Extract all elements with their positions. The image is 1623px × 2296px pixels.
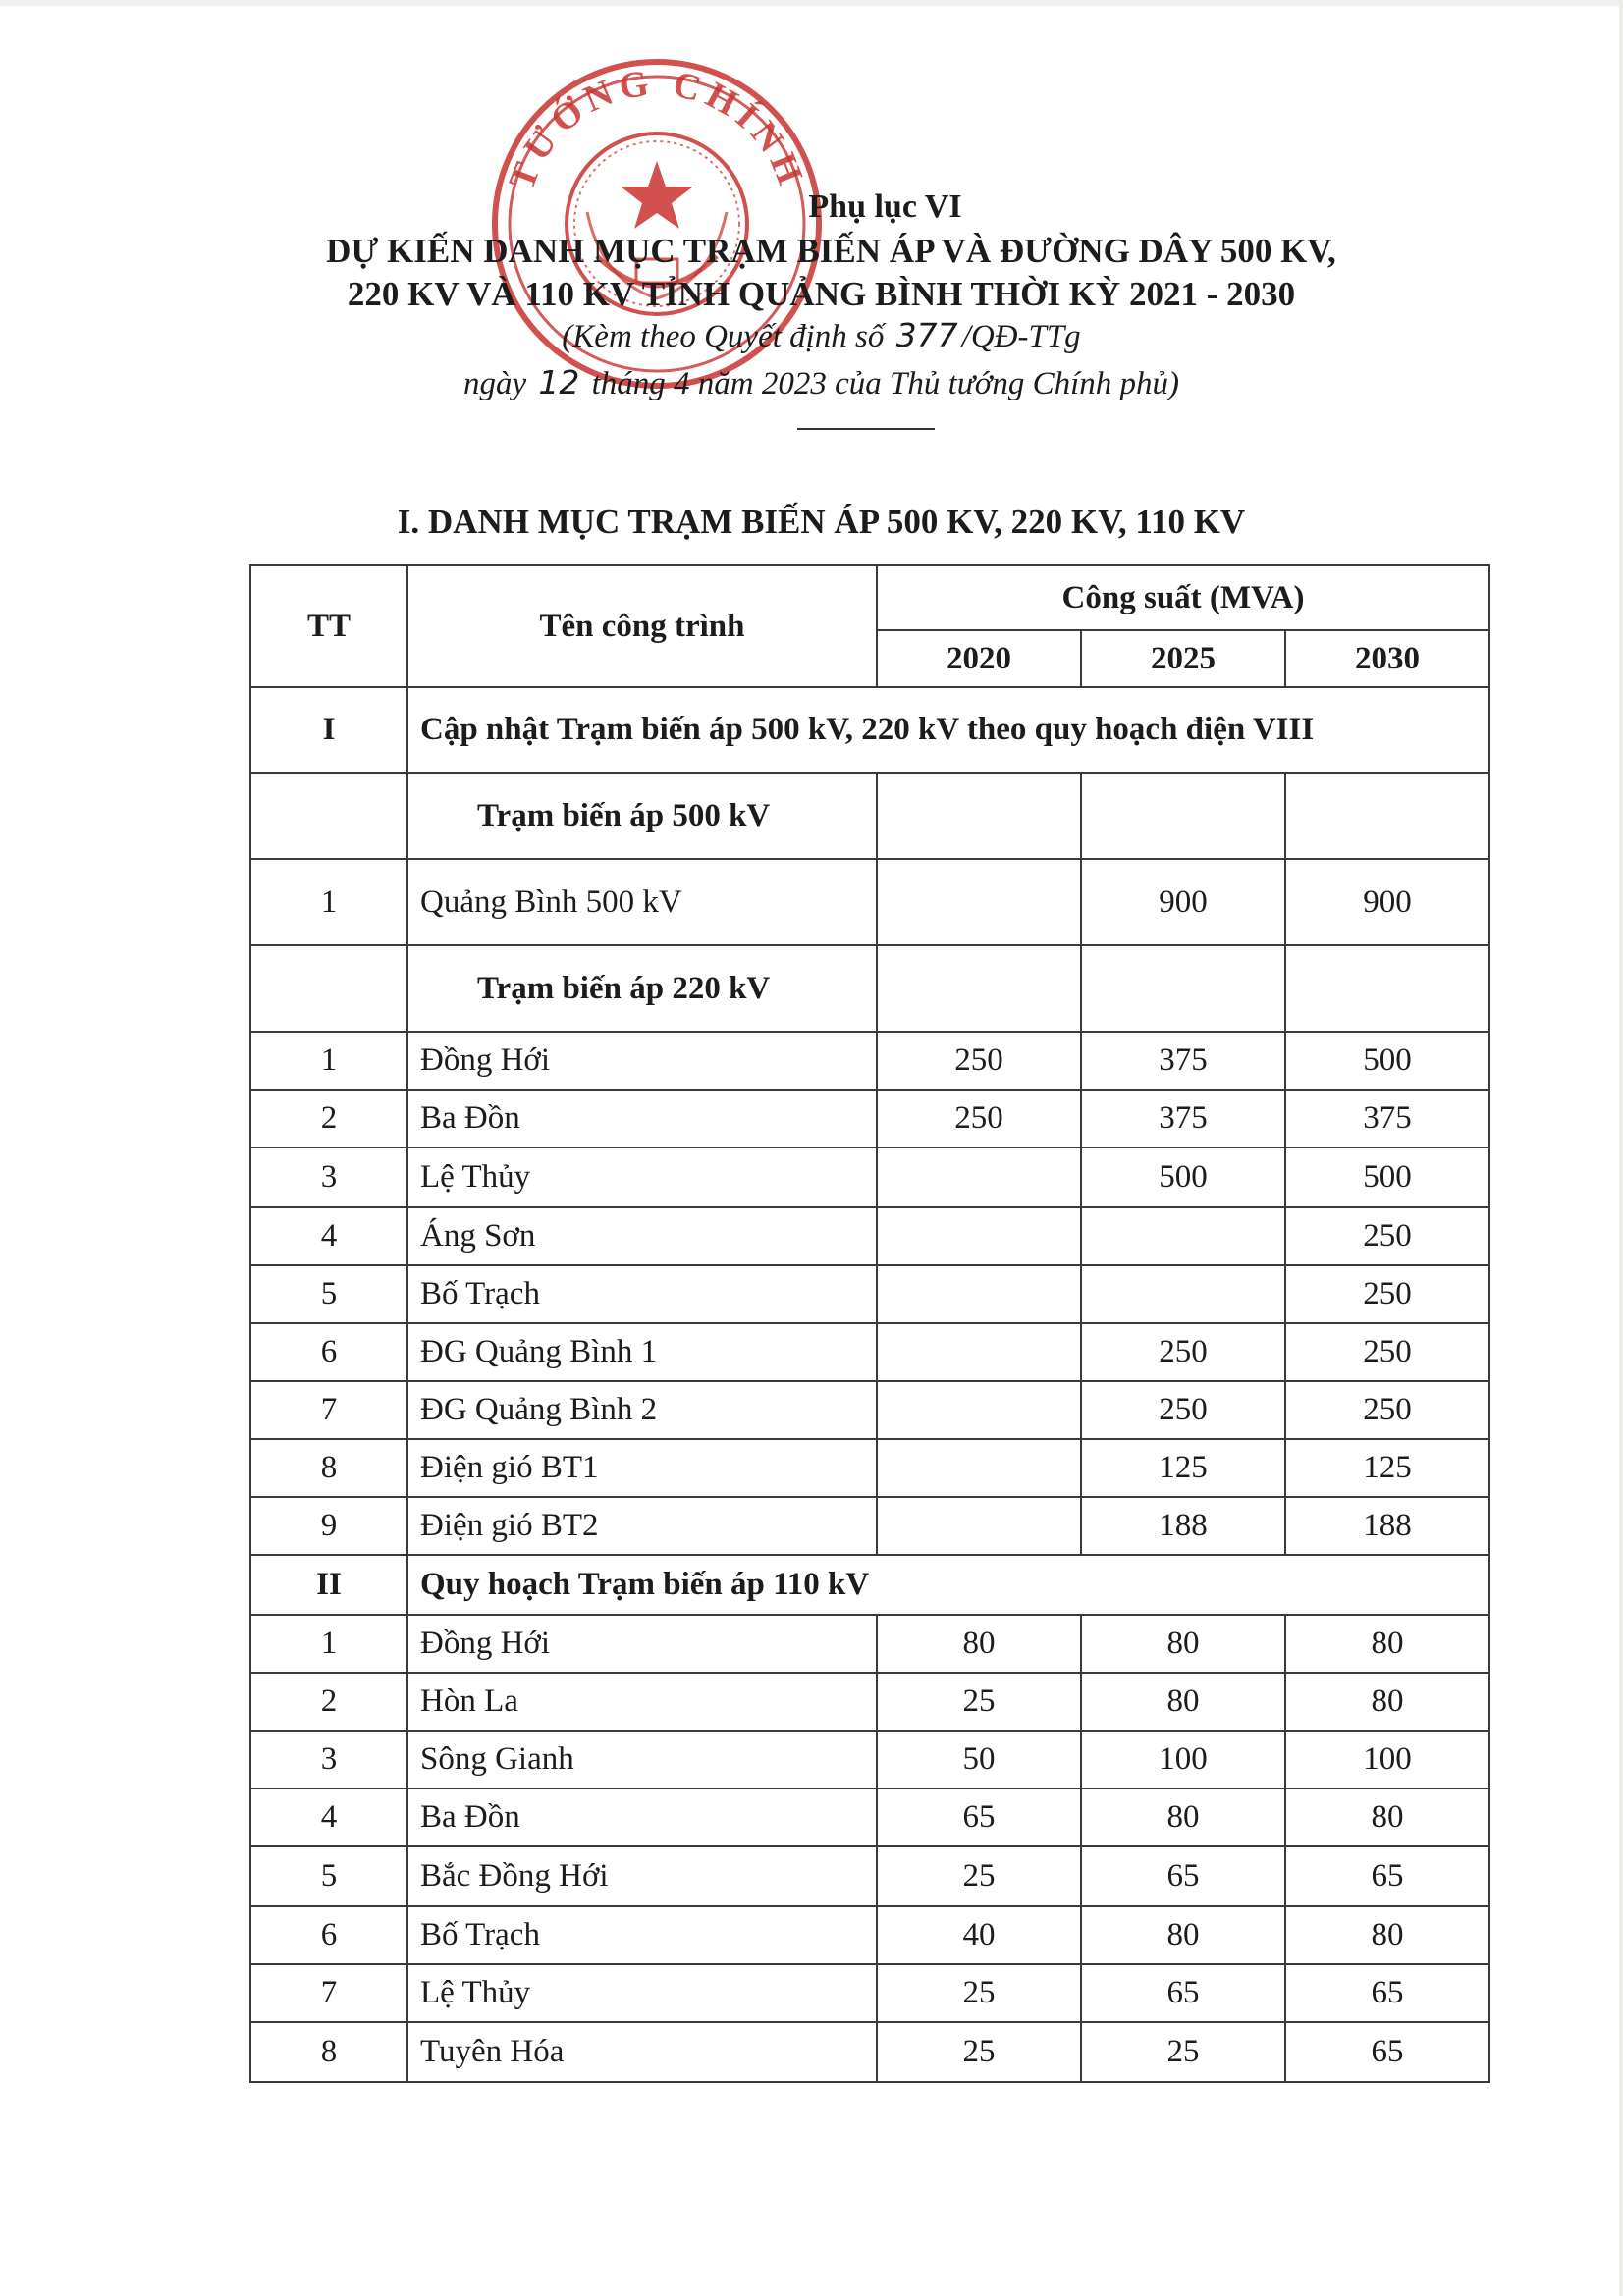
decision-ref-prefix: (Kèm theo Quyết định số — [562, 319, 885, 354]
table-row: 6 Bố Trạch 40 80 80 — [250, 1906, 1489, 1964]
table-row: 8 Điện gió BT1 125 125 — [250, 1439, 1489, 1497]
scan-edge-top — [0, 0, 1623, 6]
subgroup-label: Trạm biến áp 500 kV — [407, 773, 877, 859]
header-divider — [797, 428, 935, 430]
group-row — [250, 687, 1489, 773]
col-year-2030: 2030 — [1285, 630, 1489, 687]
table-row: 8 Tuyên Hóa 25 25 65 — [250, 2022, 1489, 2082]
subgroup-row — [250, 945, 1489, 1032]
group-tt: I — [250, 687, 407, 773]
document-title-line1: DỰ KIẾN DANH MỤC TRẠM BIẾN ÁP VÀ ĐƯỜNG DÂY 500 KV, — [326, 232, 1336, 270]
section-title: I. DANH MỤC TRẠM BIẾN ÁP 500 KV, 220 KV, 110 KV — [397, 503, 1246, 541]
table-row: 3 Lệ Thủy 500 500 — [250, 1148, 1489, 1207]
table-row: 9 Điện gió BT2 188 188 — [250, 1497, 1489, 1555]
table-row: 5 Bố Trạch 250 — [250, 1265, 1489, 1323]
col-tt-header: TT — [250, 565, 407, 687]
table-row: 5 Bắc Đồng Hới 25 65 65 — [250, 1846, 1489, 1906]
group-row — [250, 1555, 1489, 1615]
col-year-2025: 2025 — [1081, 630, 1285, 687]
col-year-2020: 2020 — [877, 630, 1081, 687]
appendix-label: Phụ lục VI — [808, 188, 962, 225]
table-row: 6 ĐG Quảng Bình 1 250 250 — [250, 1323, 1489, 1381]
svg-text:TƯỚNG CHÍNH: TƯỚNG CHÍNH — [501, 62, 813, 195]
table-row: 3 Sông Gianh 50 100 100 — [250, 1731, 1489, 1789]
decision-reference — [0, 316, 1623, 355]
table-row: 1 Đồng Hới 250 375 500 — [250, 1032, 1489, 1090]
col-name-header: Tên công trình — [407, 565, 877, 687]
table-row: 2 Ba Đồn 250 375 375 — [250, 1090, 1489, 1148]
group-label: Quy hoạch Trạm biến áp 110 kV — [407, 1555, 1489, 1615]
table-row: 4 Ba Đồn 65 80 80 — [250, 1789, 1489, 1846]
decision-ref-suffix: /QĐ-TTg — [961, 319, 1081, 354]
col-capacity-header: Công suất (MVA) — [877, 565, 1489, 630]
table-row: 1 Đồng Hới 80 80 80 — [250, 1615, 1489, 1673]
table-row: 7 Lệ Thủy 25 65 65 — [250, 1964, 1489, 2022]
substation-table — [249, 564, 1490, 2083]
table-header-row — [250, 565, 1489, 630]
table-row: 7 ĐG Quảng Bình 2 250 250 — [250, 1381, 1489, 1439]
subgroup-row — [250, 773, 1489, 859]
group-tt: II — [250, 1555, 407, 1615]
date-suffix: tháng 4 năm 2023 của Thủ tướng Chính phủ) — [591, 366, 1180, 401]
table-row: 4 Áng Sơn 250 — [250, 1207, 1489, 1265]
date-prefix: ngày — [462, 366, 527, 401]
decision-date — [0, 363, 1623, 402]
group-label: Cập nhật Trạm biến áp 500 kV, 220 kV theo quy hoạch điện VIII — [407, 687, 1489, 773]
date-day: 12 — [538, 363, 580, 401]
table-row: 1 Quảng Bình 500 kV 900 900 — [250, 859, 1489, 945]
subgroup-label: Trạm biến áp 220 kV — [407, 945, 877, 1032]
document-title-line2: 220 KV VÀ 110 KV TỈNH QUẢNG BÌNH THỜI KỲ 2021 - 2030 — [347, 275, 1296, 313]
table-row: 2 Hòn La 25 80 80 — [250, 1673, 1489, 1731]
decision-number: 377 — [895, 316, 958, 354]
